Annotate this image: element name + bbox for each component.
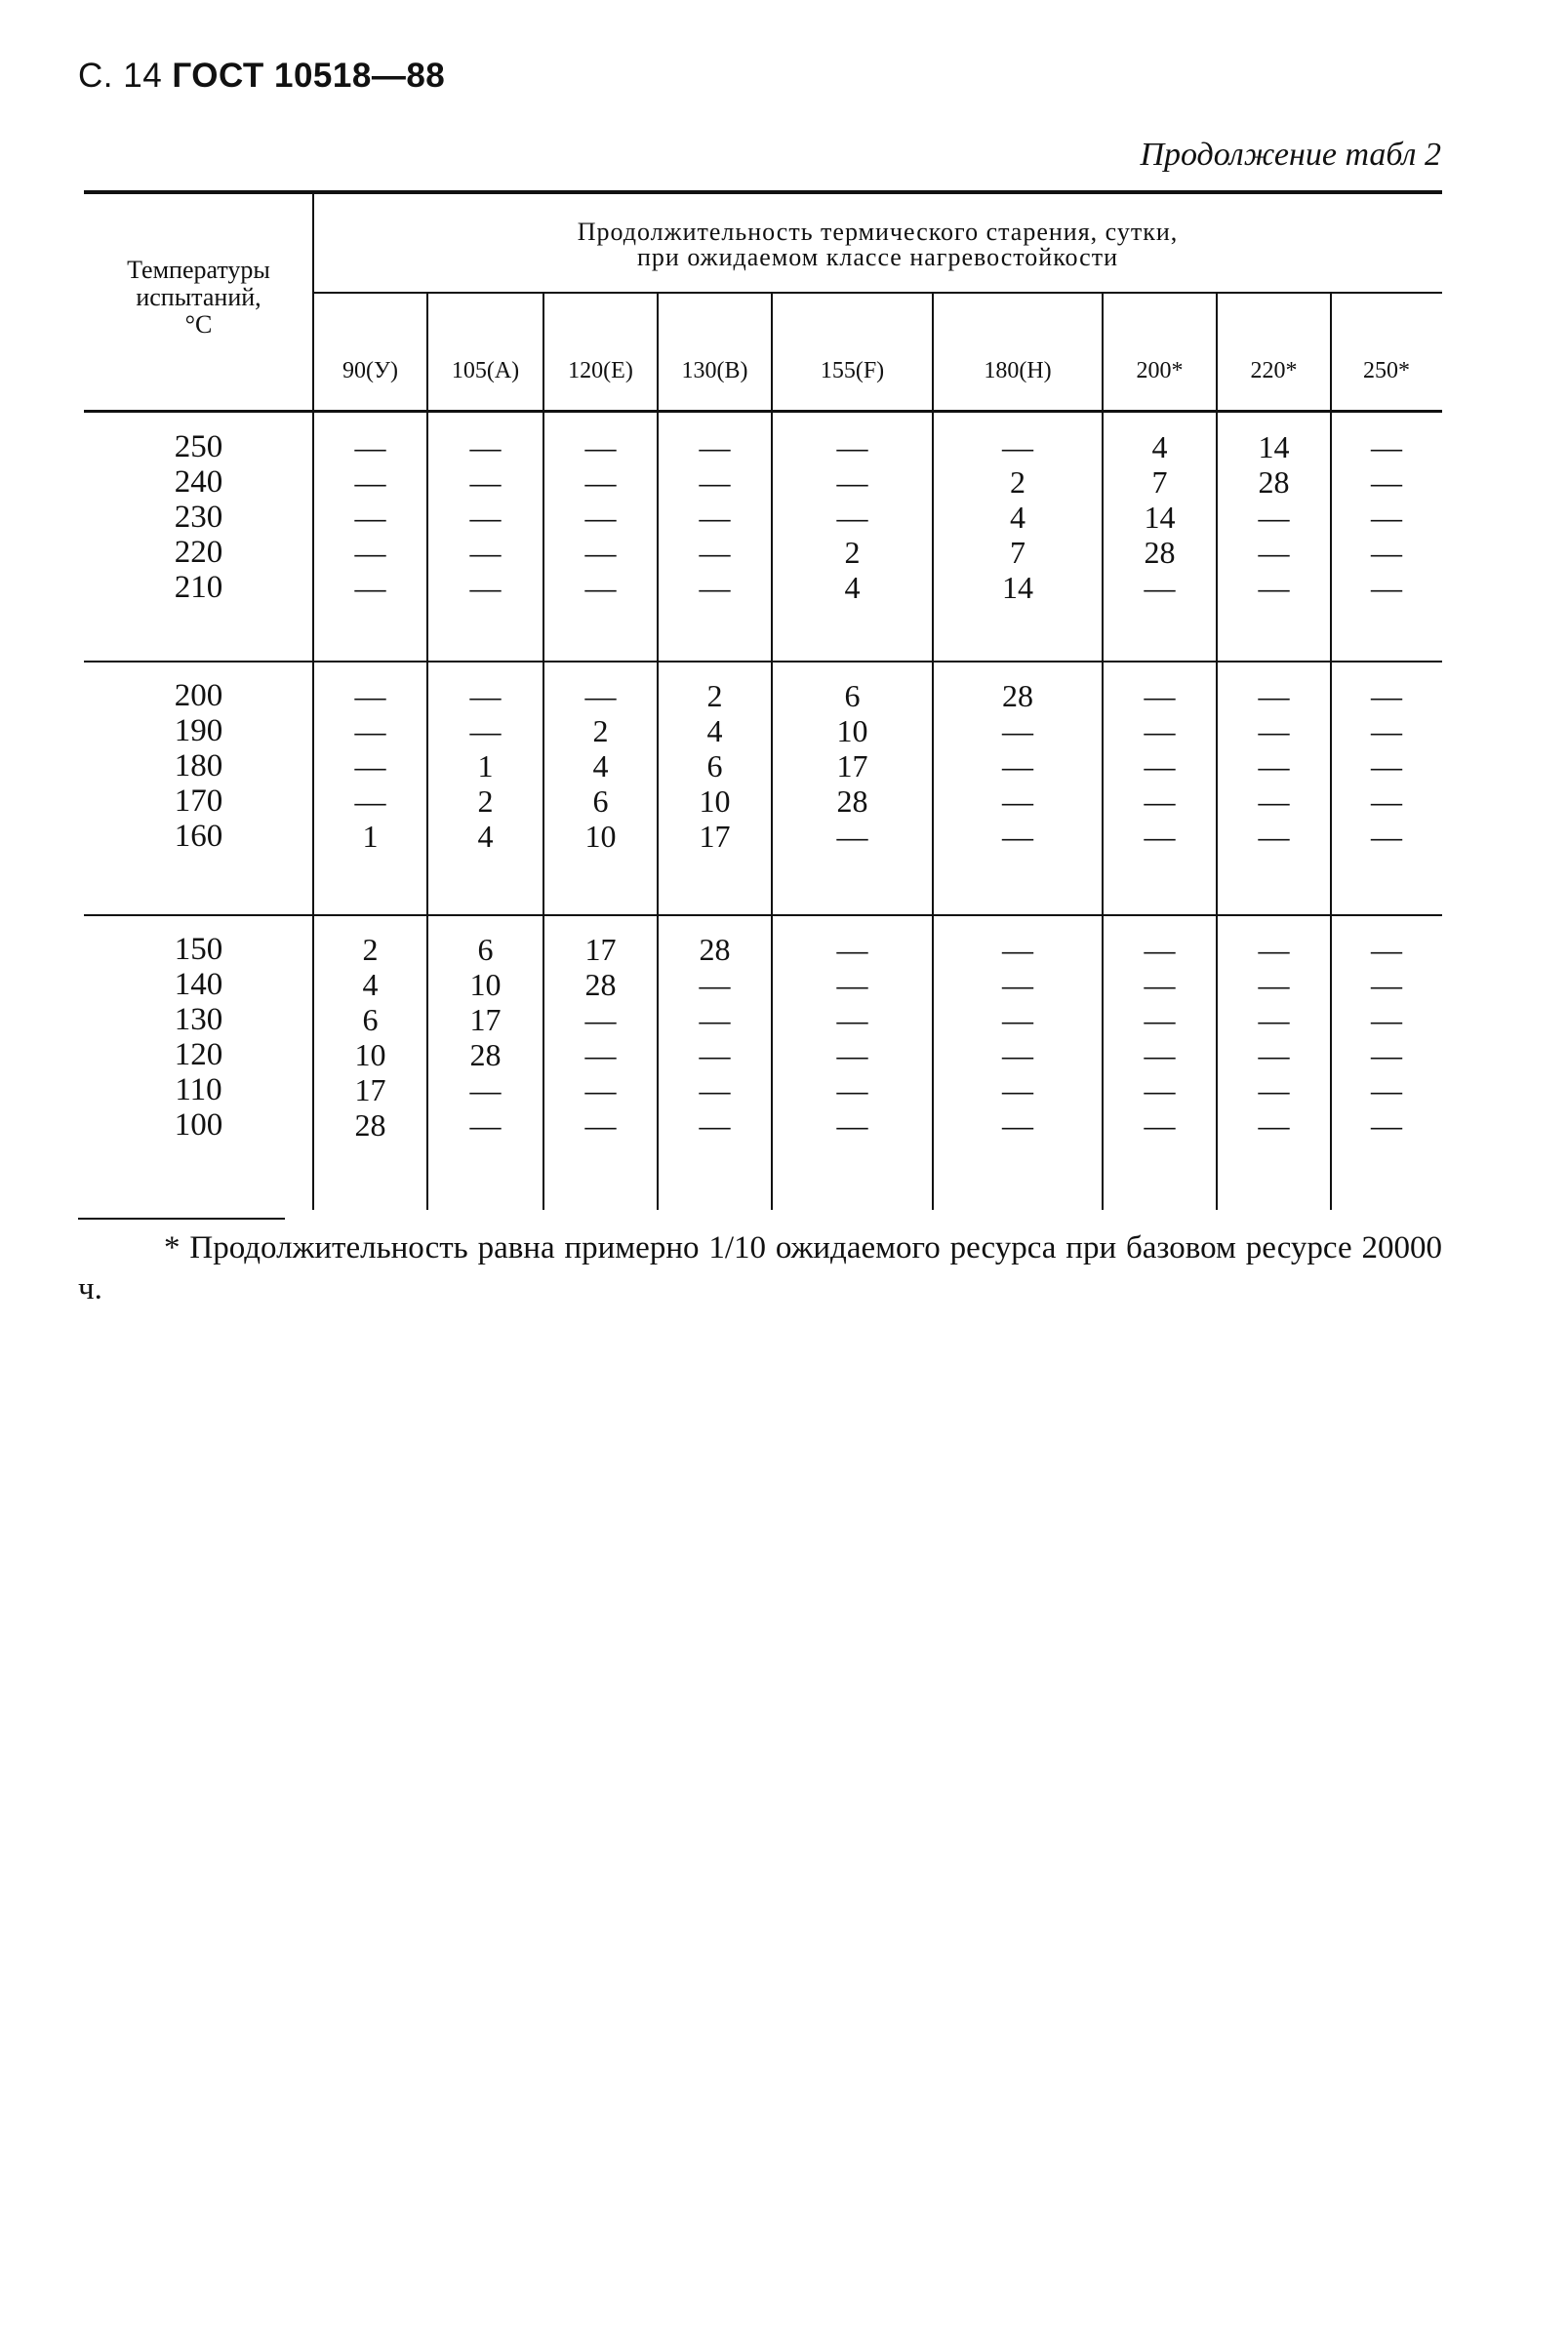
value-cell: 17 [354,1072,386,1107]
value-cell: — [1258,535,1290,570]
value-cell: — [354,783,386,819]
value-cell: 1 [477,748,494,783]
value-column-group [933,429,1103,605]
temperature-cell: 140 [174,967,223,1002]
value-cell: — [1258,1037,1290,1072]
value-column-group [658,429,772,605]
value-cell: 4 [477,819,494,854]
value-column-group [427,932,543,1143]
group-separator-1 [84,661,1442,663]
value-column-group [658,932,772,1143]
value-cell: 7 [1010,535,1025,570]
value-cell: — [1371,500,1402,535]
value-cell: — [469,713,502,748]
value-cell: — [699,464,731,500]
value-column-group [772,678,933,854]
temperature-cell: 100 [174,1107,223,1143]
value-cell: 17 [836,748,868,783]
page-header [78,57,445,96]
temperature-cell: 120 [174,1037,223,1072]
value-cell: 6 [592,783,609,819]
value-cell: 14 [1258,429,1290,464]
value-column-group [543,429,658,605]
value-cell: — [354,464,386,500]
value-cell: 28 [584,967,617,1002]
value-cell: — [836,967,868,1002]
value-cell: — [1371,429,1402,464]
value-cell: — [1144,1002,1176,1037]
value-cell: — [1002,1037,1033,1072]
value-cell: 17 [469,1002,502,1037]
value-cell: 4 [592,748,609,783]
value-cell: — [1144,1037,1176,1072]
temperature-cell: 160 [174,819,223,854]
value-cell: 1 [362,819,379,854]
value-column-group [1217,429,1331,605]
value-column-group [772,932,933,1143]
value-cell: 6 [706,748,723,783]
column-header: 220* [1250,357,1298,383]
value-cell: — [1371,570,1402,605]
value-cell: — [699,1072,731,1107]
value-cell: — [1144,713,1176,748]
value-cell: — [699,1107,731,1143]
value-cell: 14 [1144,500,1176,535]
value-cell: 6 [362,1002,379,1037]
value-cell: — [1144,819,1176,854]
column-header: 105(А) [451,357,520,383]
value-cell: 28 [1002,678,1033,713]
value-cell: — [1371,1002,1402,1037]
value-cell: — [836,1072,868,1107]
value-cell: — [354,713,386,748]
value-cell: — [836,500,868,535]
value-column-group [1103,932,1217,1143]
value-cell: 7 [1151,464,1168,500]
temperature-group [84,429,313,605]
value-cell: — [1002,932,1033,967]
temperature-cell: 210 [174,570,223,605]
value-cell: — [584,1037,617,1072]
temperature-group [84,932,313,1143]
value-cell: 2 [592,713,609,748]
value-cell: — [1144,967,1176,1002]
value-cell: 28 [699,932,731,967]
value-cell: — [836,932,868,967]
temperature-cell: 250 [174,429,223,464]
value-column-group [313,429,427,605]
value-cell: — [469,678,502,713]
value-cell: 2 [706,678,723,713]
value-column-group [543,932,658,1143]
value-cell: — [354,678,386,713]
value-cell: — [1144,570,1176,605]
value-cell: — [469,429,502,464]
column-header: 250* [1363,357,1410,383]
column-header: 130(В) [681,357,748,383]
value-cell: — [1258,1107,1290,1143]
value-cell: 14 [1002,570,1033,605]
value-column-group [658,678,772,854]
value-cell: — [1371,678,1402,713]
value-column-group [933,932,1103,1143]
value-cell: 10 [354,1037,386,1072]
value-cell: 10 [469,967,502,1002]
value-cell: 28 [1258,464,1290,500]
value-cell: — [469,464,502,500]
value-cell: 17 [699,819,731,854]
value-cell: — [1371,1107,1402,1143]
value-column-group [1331,932,1442,1143]
value-column-group [933,678,1103,854]
table-top-rule [84,190,1442,194]
value-cell: — [469,500,502,535]
value-cell: — [1371,1072,1402,1107]
value-cell: — [1371,464,1402,500]
value-cell: — [469,570,502,605]
value-cell: 10 [699,783,731,819]
value-column-group [543,678,658,854]
value-cell: — [1258,678,1290,713]
group-separator-2 [84,914,1442,916]
value-cell: — [1144,1107,1176,1143]
value-cell: — [1371,819,1402,854]
value-cell: 2 [477,783,494,819]
value-cell: — [354,500,386,535]
value-cell: 4 [844,570,861,605]
column-header: 90(У) [342,357,398,383]
value-cell: 4 [1010,500,1025,535]
value-cell: — [699,535,731,570]
value-cell: — [469,1072,502,1107]
value-cell: — [584,1107,617,1143]
value-cell: — [1258,819,1290,854]
value-cell: 2 [844,535,861,570]
value-column-group [1103,429,1217,605]
value-cell: 4 [1151,429,1168,464]
value-column-group [1331,429,1442,605]
value-cell: — [1002,713,1033,748]
value-cell: — [1371,932,1402,967]
value-cell: — [1144,678,1176,713]
value-column-group [772,429,933,605]
value-cell: — [584,464,617,500]
value-cell: 10 [836,713,868,748]
value-cell: — [836,1037,868,1072]
value-cell: — [699,500,731,535]
value-cell: — [699,570,731,605]
value-cell: — [1258,713,1290,748]
value-cell: 28 [836,783,868,819]
value-cell: — [699,1037,731,1072]
value-cell: 28 [1144,535,1176,570]
value-cell: 28 [469,1037,502,1072]
value-cell: — [584,535,617,570]
header-bottom-rule [84,410,1442,413]
value-cell: — [584,570,617,605]
temp-header-line: °С [184,310,213,339]
value-cell: — [584,678,617,713]
temperature-cell: 130 [174,1002,223,1037]
value-cell: — [584,500,617,535]
temperature-cell: 150 [174,932,223,967]
temperature-cell: 200 [174,678,223,713]
value-cell: — [1258,967,1290,1002]
value-cell: — [469,535,502,570]
value-cell: — [836,819,868,854]
value-column-group [1217,678,1331,854]
value-cell: 17 [584,932,617,967]
value-cell: — [1144,783,1176,819]
column-header: 200* [1136,357,1184,383]
value-cell: 4 [362,967,379,1002]
value-cell: — [1002,1107,1033,1143]
document-title: ГОСТ 10518—88 [172,57,446,95]
value-cell: — [1258,500,1290,535]
value-column-group [427,429,543,605]
value-cell: — [1371,713,1402,748]
value-column-group [1217,932,1331,1143]
value-column-group [1331,678,1442,854]
value-cell: — [1258,932,1290,967]
value-cell: — [1258,748,1290,783]
value-cell: 10 [584,819,617,854]
value-cell: — [1258,1072,1290,1107]
value-cell: — [1371,783,1402,819]
temperature-cell: 190 [174,713,223,748]
value-cell: — [354,429,386,464]
value-cell: 6 [477,932,494,967]
footnote-rule [78,1218,285,1220]
value-cell: — [584,1072,617,1107]
duration-group-header [313,220,1442,270]
value-cell: — [584,1002,617,1037]
value-cell: — [699,429,731,464]
temperature-cell: 240 [174,464,223,500]
value-cell: — [1002,819,1033,854]
value-cell: — [469,1107,502,1143]
value-cell: — [1258,570,1290,605]
value-cell: — [1002,748,1033,783]
value-cell: — [354,570,386,605]
value-cell: 4 [706,713,723,748]
temperature-cell: 230 [174,500,223,535]
value-cell: — [1258,783,1290,819]
value-cell: — [1002,429,1033,464]
value-cell: — [1002,1002,1033,1037]
value-cell: — [836,1107,868,1143]
column-header: 180(Н) [984,357,1052,383]
value-cell: — [836,1002,868,1037]
value-cell: — [584,429,617,464]
group-header-rule [313,292,1442,294]
temperature-group [84,678,313,854]
value-cell: — [1371,1037,1402,1072]
value-cell: 2 [1010,464,1025,500]
temperature-cell: 110 [175,1072,222,1107]
temperature-column-header [84,257,313,339]
value-cell: — [699,1002,731,1037]
value-cell: 28 [354,1107,386,1143]
value-cell: — [1371,748,1402,783]
value-cell: — [354,748,386,783]
temp-header-line: Температуры [127,256,270,284]
value-cell: — [836,464,868,500]
value-cell: — [836,429,868,464]
temperature-cell: 170 [174,783,223,819]
temperature-cell: 220 [174,535,223,570]
value-cell: — [354,535,386,570]
temperature-cell: 180 [174,748,223,783]
value-column-group [313,678,427,854]
value-cell: — [1258,1002,1290,1037]
value-cell: — [1002,1072,1033,1107]
value-cell: — [1371,535,1402,570]
value-column-group [313,932,427,1143]
footnote: * Продолжительность равна примерно 1/10 ожидаемого ресурса при базовом ресурсе 20000 ч. [78,1230,1442,1306]
value-cell: — [1144,748,1176,783]
value-cell: 6 [844,678,861,713]
group-header-line: Продолжительность термического старения, сутки, [577,218,1179,246]
value-cell: 2 [362,932,379,967]
value-cell: — [1371,967,1402,1002]
value-cell: — [1144,1072,1176,1107]
value-cell: — [1144,932,1176,967]
group-header-line: при ожидаемом классе нагревостойкости [636,243,1118,271]
table-continuation-label: Продолжение табл 2 [1140,137,1441,173]
column-header: 155(F) [820,357,885,383]
value-cell: — [1002,783,1033,819]
value-cell: — [699,967,731,1002]
aging-duration-table [84,190,1442,1210]
temp-header-line: испытаний, [136,283,261,311]
column-header: 120(Е) [568,357,633,383]
value-column-group [1103,678,1217,854]
value-column-group [427,678,543,854]
page-number: С. 14 [78,57,163,95]
value-cell: — [1002,967,1033,1002]
